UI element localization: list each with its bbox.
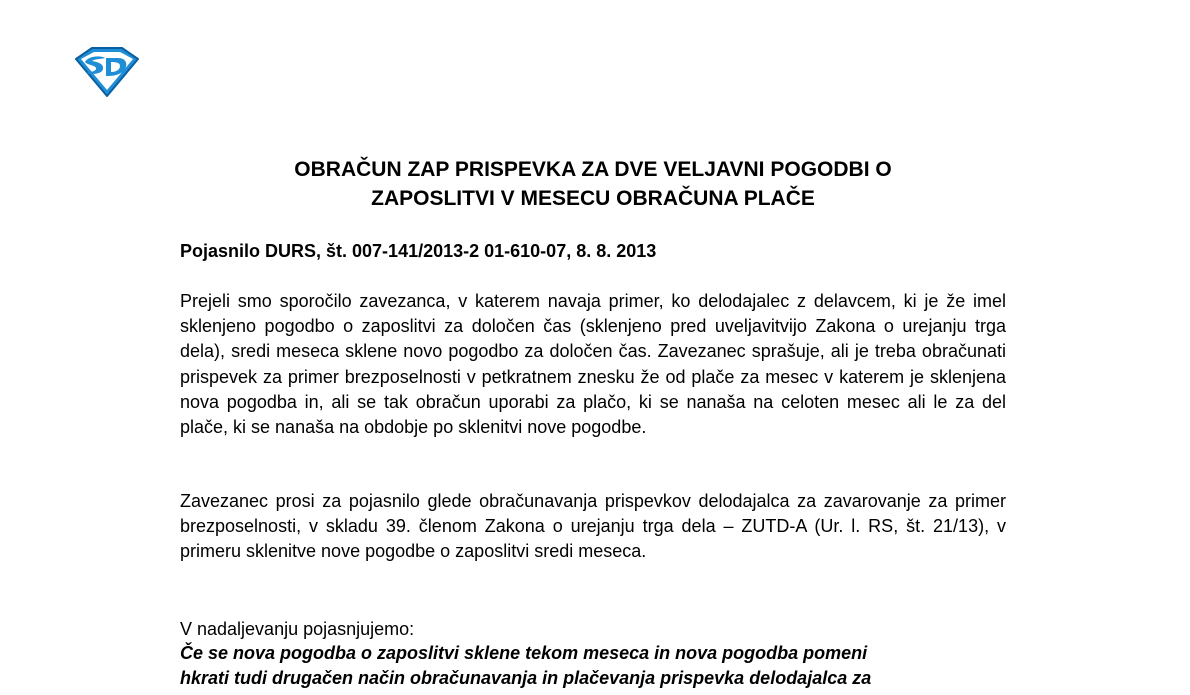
paragraph-3: V nadaljevanju pojasnjujemo: xyxy=(180,619,415,639)
sd-shield-logo-icon xyxy=(72,46,140,98)
company-logo xyxy=(72,46,140,98)
paragraph-2: Zavezanec prosi za pojasnilo glede obračunavanja prispevkov delodajalca za zavarovanje za primer brezposelnosti, v skladu 39. členom Zakona o urejanju trga dela – ZUTD-A (Ur. l. RS, št. 21/13), v primeru sklenitve nove pogodbe o zaposlitvi sredi meseca. xyxy=(180,491,1006,562)
explanation-italic-text xyxy=(180,641,1006,691)
italic-line-2: hkrati tudi drugačen način obračunavanja in plačevanja prispevka delodajalca za xyxy=(180,668,872,689)
document-title xyxy=(180,155,1006,213)
title-line-2: ZAPOSLITVI V MESECU OBRAČUNA PLAČE xyxy=(371,187,815,210)
document-subtitle: Pojasnilo DURS, št. 007-141/2013-2 01-610-07, 8. 8. 2013 xyxy=(180,241,657,261)
title-line-1: OBRAČUN ZAP PRISPEVKA ZA DVE VELJAVNI POGODBI O xyxy=(294,158,892,181)
paragraph-1: Prejeli smo sporočilo zavezanca, v katerem navaja primer, ko delodajalec z delavcem, ki je že imel sklenjeno pogodbo o zaposlitvi za določen čas (sklenjeno pred uveljavitvijo Zakona o urejanju trga dela), sredi meseca sklene novo pogodbo za določen čas. Zavezanec sprašuje, ali je treba obračunati prispevek za primer brezposelnosti v petkratnem znesku že od plače za mesec v katerem je sklenjena nova pogodba in, ali se tak obračun uporabi za plačo, ki se nanaša na celoten mesec ali le za del plače, ki se nanaša na obdobje po sklenitvi nove pogodbe. xyxy=(180,291,1006,438)
italic-line-1: Če se nova pogodba o zaposlitvi sklene tekom meseca in nova pogodba pomeni xyxy=(180,643,868,663)
